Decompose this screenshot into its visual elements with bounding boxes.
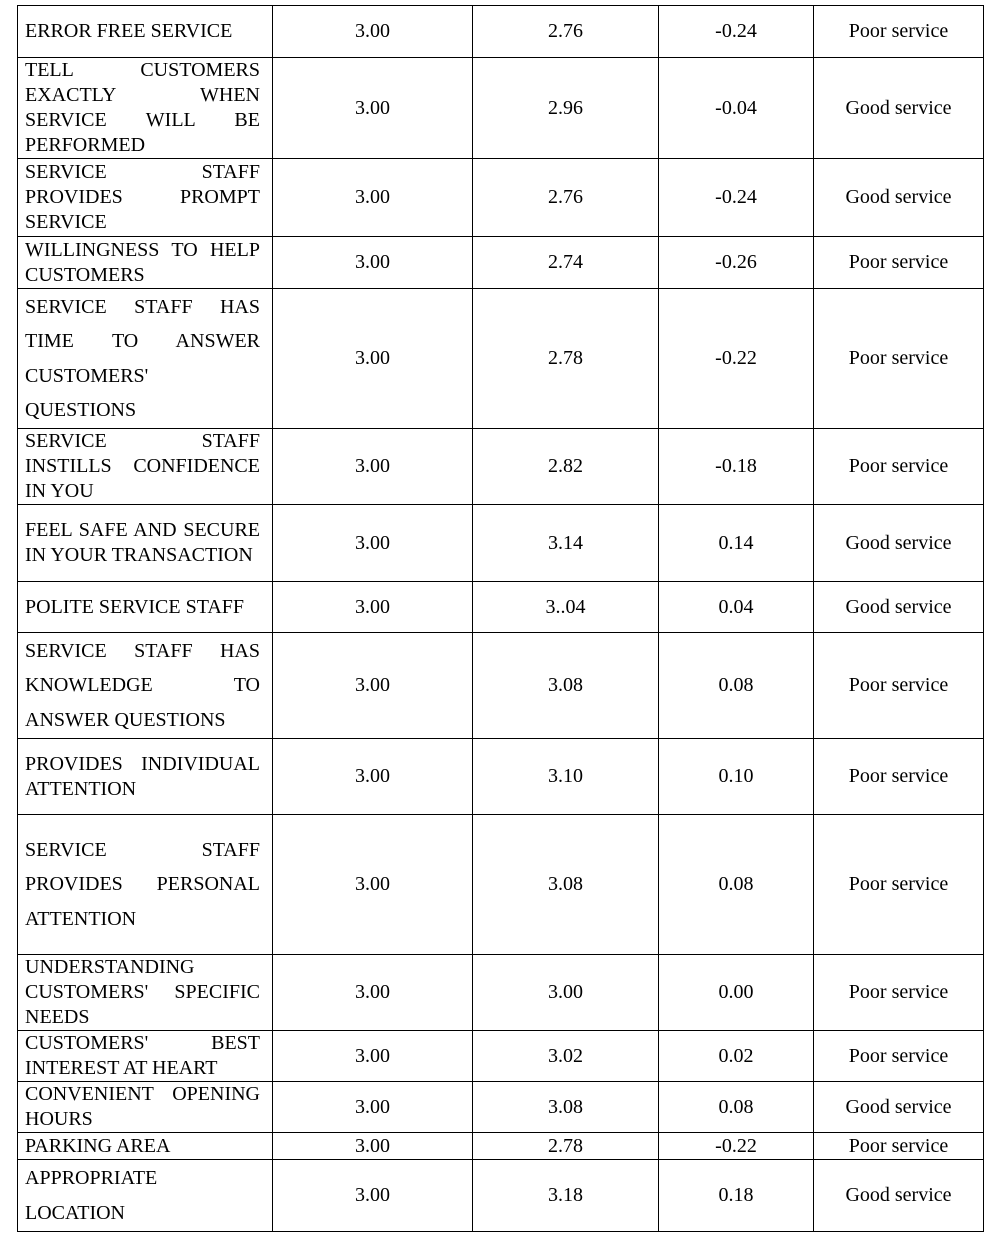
- expected-score-cell: 3.00: [273, 633, 473, 739]
- perceived-score-cell: 3.00: [473, 955, 659, 1031]
- gap-score-cell: -0.18: [659, 429, 814, 505]
- perceived-score-cell: 2.76: [473, 6, 659, 58]
- gap-score-cell: -0.24: [659, 159, 814, 237]
- table-row: [18, 429, 984, 505]
- attribute-label-cell: PROVIDES INDIVIDUAL ATTENTION: [18, 739, 273, 815]
- perceived-score-cell: 3.08: [473, 1082, 659, 1133]
- attribute-label-cell: POLITE SERVICE STAFF: [18, 582, 273, 633]
- service-result-cell: Good service: [814, 1082, 984, 1133]
- table-row: [18, 6, 984, 58]
- attribute-label-cell: APPROPRIATE LOCATION: [18, 1160, 273, 1232]
- perceived-score-cell: 3.18: [473, 1160, 659, 1232]
- attribute-label-cell: SERVICE STAFF HAS KNOWLEDGE TO ANSWER QUESTIONS: [18, 633, 273, 739]
- expected-score-cell: 3.00: [273, 815, 473, 955]
- table-row: [18, 1133, 984, 1160]
- service-result-cell: Poor service: [814, 1031, 984, 1082]
- gap-score-cell: 0.10: [659, 739, 814, 815]
- perceived-score-cell: 3..04: [473, 582, 659, 633]
- attribute-label-cell: SERVICE STAFF HAS TIME TO ANSWER CUSTOMERS' QUESTIONS: [18, 289, 273, 429]
- table-row: [18, 739, 984, 815]
- table-row: [18, 1082, 984, 1133]
- gap-score-cell: 0.08: [659, 1082, 814, 1133]
- attribute-label-cell: CONVENIENT OPENING HOURS: [18, 1082, 273, 1133]
- gap-score-cell: -0.04: [659, 58, 814, 159]
- expected-score-cell: 3.00: [273, 1031, 473, 1082]
- service-result-cell: Poor service: [814, 633, 984, 739]
- service-result-cell: Poor service: [814, 1133, 984, 1160]
- gap-score-cell: -0.22: [659, 1133, 814, 1160]
- attribute-label-cell: ERROR FREE SERVICE: [18, 6, 273, 58]
- table-row: [18, 289, 984, 429]
- attribute-label-cell: UNDERSTANDING CUSTOMERS' SPECIFIC NEEDS: [18, 955, 273, 1031]
- expected-score-cell: 3.00: [273, 58, 473, 159]
- attribute-label-cell: PARKING AREA: [18, 1133, 273, 1160]
- attribute-label-cell: FEEL SAFE AND SECURE IN YOUR TRANSACTION: [18, 505, 273, 582]
- table-row: [18, 237, 984, 289]
- service-result-cell: Poor service: [814, 237, 984, 289]
- service-result-cell: Poor service: [814, 6, 984, 58]
- perceived-score-cell: 2.76: [473, 159, 659, 237]
- perceived-score-cell: 3.02: [473, 1031, 659, 1082]
- table-row: [18, 58, 984, 159]
- service-result-cell: Good service: [814, 58, 984, 159]
- table-row: [18, 815, 984, 955]
- service-result-cell: Poor service: [814, 739, 984, 815]
- expected-score-cell: 3.00: [273, 955, 473, 1031]
- service-result-cell: Good service: [814, 159, 984, 237]
- attribute-label-cell: SERVICE STAFF INSTILLS CONFIDENCE IN YOU: [18, 429, 273, 505]
- expected-score-cell: 3.00: [273, 6, 473, 58]
- expected-score-cell: 3.00: [273, 739, 473, 815]
- attribute-label-cell: SERVICE STAFF PROVIDES PERSONAL ATTENTION: [18, 815, 273, 955]
- gap-score-cell: 0.14: [659, 505, 814, 582]
- service-result-cell: Good service: [814, 582, 984, 633]
- service-result-cell: Good service: [814, 1160, 984, 1232]
- gap-score-cell: 0.02: [659, 1031, 814, 1082]
- table-row: [18, 159, 984, 237]
- service-result-cell: Poor service: [814, 955, 984, 1031]
- perceived-score-cell: 2.96: [473, 58, 659, 159]
- attribute-label-cell: CUSTOMERS' BEST INTEREST AT HEART: [18, 1031, 273, 1082]
- perceived-score-cell: 2.78: [473, 1133, 659, 1160]
- gap-score-cell: 0.18: [659, 1160, 814, 1232]
- table-row: [18, 633, 984, 739]
- gap-score-cell: -0.24: [659, 6, 814, 58]
- expected-score-cell: 3.00: [273, 429, 473, 505]
- table-row: [18, 1160, 984, 1232]
- gap-score-cell: 0.08: [659, 815, 814, 955]
- service-result-cell: Good service: [814, 505, 984, 582]
- perceived-score-cell: 2.74: [473, 237, 659, 289]
- expected-score-cell: 3.00: [273, 1133, 473, 1160]
- perceived-score-cell: 3.08: [473, 633, 659, 739]
- attribute-label-cell: WILLINGNESS TO HELP CUSTOMERS: [18, 237, 273, 289]
- gap-score-cell: -0.26: [659, 237, 814, 289]
- table-row: [18, 582, 984, 633]
- table-row: [18, 505, 984, 582]
- gap-score-cell: -0.22: [659, 289, 814, 429]
- service-result-cell: Poor service: [814, 815, 984, 955]
- perceived-score-cell: 3.08: [473, 815, 659, 955]
- expected-score-cell: 3.00: [273, 289, 473, 429]
- gap-score-cell: 0.04: [659, 582, 814, 633]
- perceived-score-cell: 2.82: [473, 429, 659, 505]
- table-row: [18, 1031, 984, 1082]
- table-row: [18, 955, 984, 1031]
- service-quality-table: [17, 5, 984, 1232]
- expected-score-cell: 3.00: [273, 582, 473, 633]
- perceived-score-cell: 3.10: [473, 739, 659, 815]
- expected-score-cell: 3.00: [273, 159, 473, 237]
- attribute-label-cell: TELL CUSTOMERS EXACTLY WHEN SERVICE WILL BE PERFORMED: [18, 58, 273, 159]
- gap-score-cell: 0.08: [659, 633, 814, 739]
- service-result-cell: Poor service: [814, 429, 984, 505]
- perceived-score-cell: 2.78: [473, 289, 659, 429]
- expected-score-cell: 3.00: [273, 237, 473, 289]
- expected-score-cell: 3.00: [273, 1082, 473, 1133]
- expected-score-cell: 3.00: [273, 505, 473, 582]
- gap-score-cell: 0.00: [659, 955, 814, 1031]
- attribute-label-cell: SERVICE STAFF PROVIDES PROMPT SERVICE: [18, 159, 273, 237]
- perceived-score-cell: 3.14: [473, 505, 659, 582]
- service-result-cell: Poor service: [814, 289, 984, 429]
- expected-score-cell: 3.00: [273, 1160, 473, 1232]
